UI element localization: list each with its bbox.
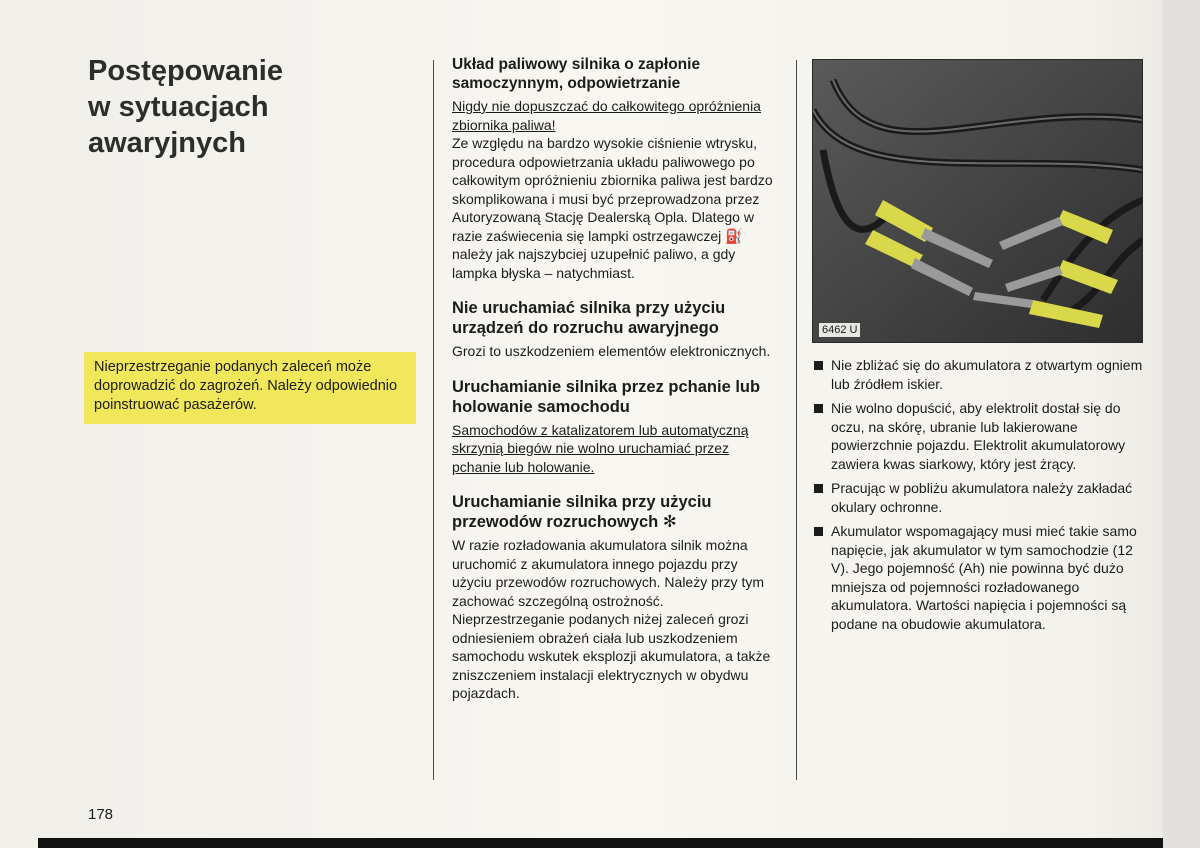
column-divider-right (796, 60, 797, 780)
list-item-text: Akumulator wspomagający musi mieć takie samo napięcie, jak akumulator w tym samochodzie (12 V). Jego pojemność (Ah) nie powinna być dużo mniejsza od pojemności rozładowanego akumulatora. Wartości napięcia i pojemności są podane na obudowie akumulatora. (831, 523, 1137, 632)
warning-text: Nieprzestrzeganie podanych zaleceń może doprowadzić do zagrożeń. Należy odpowiednio poinstruować pasażerów. (94, 359, 398, 413)
jumper-cables-photo (812, 59, 1143, 343)
middle-column (452, 55, 776, 703)
list-item (812, 356, 1148, 393)
page-edge-bottom (38, 838, 1163, 848)
page-edge-right (1163, 0, 1200, 848)
list-item-text: Nie wolno dopuścić, aby elektrolit dostał się do oczu, na skórę, ubranie lub lakierowane powierzchnie pojazdu. Elektrolit akumulatorowy zawiera kwas siarkowy, który jest żrący. (831, 400, 1126, 472)
push-start-body-text: Samochodów z katalizatorem lub automatyczną skrzynią biegów nie wolno uruchamiać przez pchanie lub holowanie. (452, 421, 749, 475)
list-item (812, 399, 1148, 473)
no-start-heading: Nie uruchamiać silnika przy użyciu urządzeń do rozruchu awaryjnego (452, 299, 726, 337)
fuel-body-text: Ze względu na bardzo wysokie ciśnienie wtrysku, procedura odpowietrzania układu paliwowego po całkowitym opróżnieniu zbiornika paliwa jest bardzo skomplikowana i musi być przeprowadzona przez Autoryzowaną Stację Dealerską Opla. Dlatego w razie zaświecenia się lampki ostrzegawczej ⛽ należy jak najszybciej uzupełnić paliwo, a gdy lampka błyska – natychmiast. (452, 135, 773, 281)
list-item-text: Nie zbliżać się do akumulatora z otwartym ogniem lub źródłem iskier. (831, 357, 1143, 392)
jump-start-heading: Uruchamianie silnika przy użyciu przewodów rozruchowych ✻ (452, 493, 712, 531)
no-start-body-text: Grozi to uszkodzeniem elementów elektronicznych. (452, 343, 771, 359)
push-start-heading: Uruchamianie silnika przez pchanie lub holowanie samochodu (452, 377, 761, 416)
list-item (812, 522, 1148, 633)
bullet-square-icon (814, 484, 823, 493)
jump-start-body-text: W razie rozładowania akumulatora silnik można uruchomić z akumulatora innego pojazdu przy użyciu przewodów rozruchowych. Należy przy tym zachować szczególną ostrożność. Nieprzestrzeganie podanych niżej zaleceń grozi odniesieniem obrażeń ciała lub uszkodzeniem samochodu wskutek eksplozji akumulatora, a także zniszczeniem instalacji elektrycznych w obydwu pojazdach. (452, 537, 771, 701)
fuel-warning-text: Nigdy nie dopuszczać do całkowitego opróżnienia zbiornika paliwa! (452, 98, 761, 133)
safety-bullet-list (812, 356, 1148, 639)
photo-label: 6462 U (819, 323, 860, 337)
column-divider-left (433, 60, 434, 780)
page-title-line-1: Postępowanie (88, 55, 283, 87)
list-item (812, 479, 1148, 516)
page-title-line-3: awaryjnych (88, 127, 246, 159)
page-title-line-2: w sytuacjach (88, 91, 269, 123)
page-number: 178 (88, 806, 114, 823)
bullet-square-icon (814, 404, 823, 413)
bullet-square-icon (814, 361, 823, 370)
bullet-square-icon (814, 527, 823, 536)
page-title (88, 53, 418, 161)
list-item-text: Pracując w pobliżu akumulatora należy zakładać okulary ochronne. (831, 480, 1133, 515)
fuel-section-heading: Układ paliwowy silnika o zapłonie samoczynnym, odpowietrzanie (452, 56, 701, 92)
warning-box (84, 352, 416, 424)
